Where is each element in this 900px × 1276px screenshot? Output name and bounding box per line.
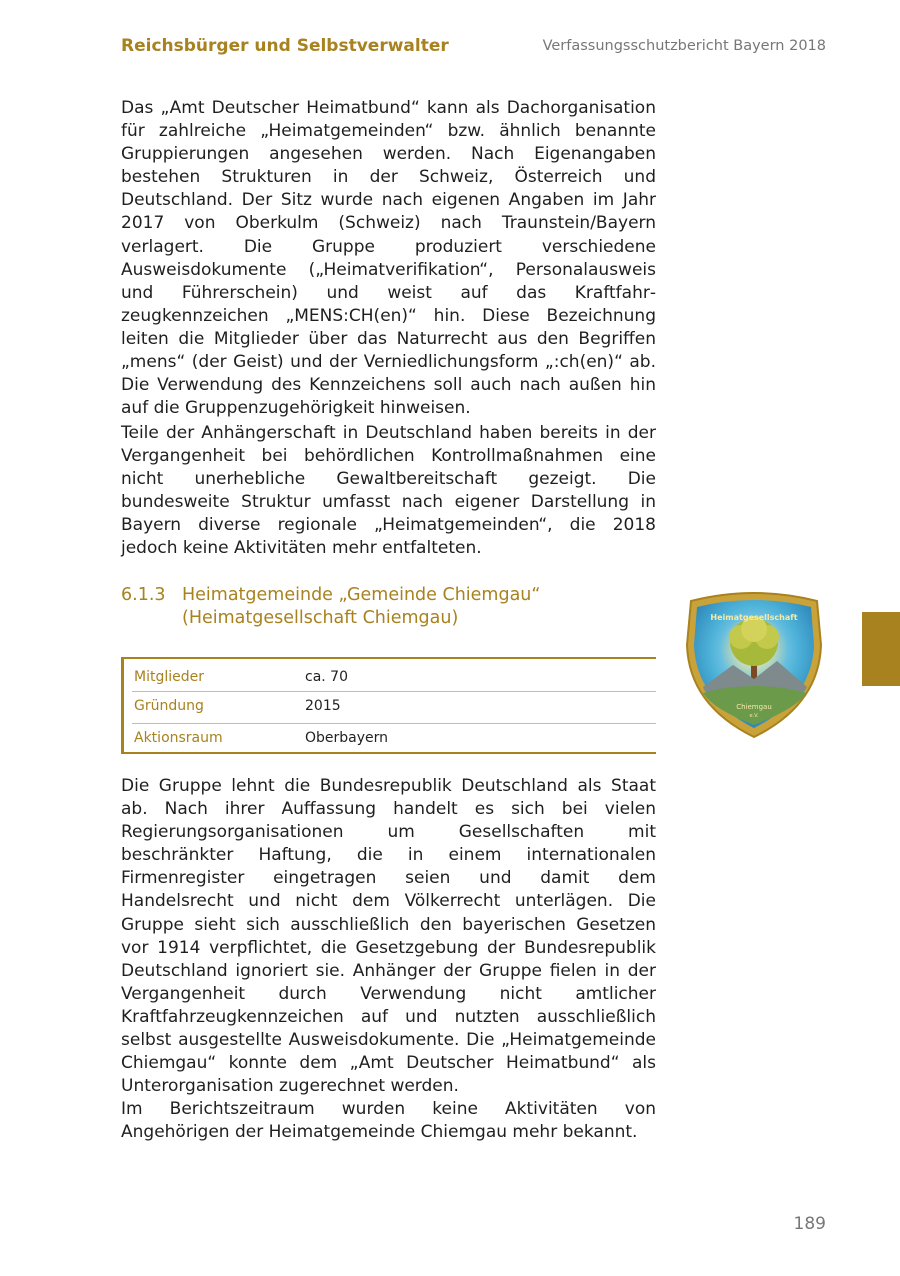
chapter-tab-marker bbox=[862, 612, 900, 686]
paragraph-berichtszeitraum: Im Berichtszeitraum wurden keine Aktivitäten von Angehörigen der Heimatgemeinde Chiemgau mehr bekannt. bbox=[121, 1099, 656, 1143]
table-divider bbox=[132, 723, 656, 724]
section-title-line2: (Heimatgesellschaft Chiemgau) bbox=[182, 608, 459, 628]
table-row bbox=[124, 726, 656, 750]
table-label-mitglieder: Mitglieder bbox=[134, 669, 204, 685]
table-row bbox=[124, 694, 656, 718]
section-title-line1: Heimatgemeinde „Gemeinde Chiemgau“ bbox=[182, 585, 541, 605]
section-heading bbox=[121, 584, 540, 630]
section-number: 6.1.3 bbox=[121, 585, 166, 605]
paragraph-anhaengerschaft: Teile der Anhängerschaft in Deutschland haben bereits in der Vergangenheit bei behördlichen Kontrollmaßnahmen eine nicht unerhebliche Gewaltbereitschaft gezeigt. Die bundesweite Struktur umfasst nach eigener Darstellung in Bayern diverse regionale „Heimatgemeinden“, die 2018 jedoch keine Aktivitäten mehr entfalteten. bbox=[121, 423, 656, 559]
running-head-section-title: Reichsbürger und Selbstverwalter bbox=[121, 36, 449, 56]
emblem-arc-text: Heimatgesellschaft bbox=[710, 613, 798, 622]
paragraph-gruppe-lehnt-ab: Die Gruppe lehnt die Bundesrepublik Deutschland als Staat ab. Nach ihrer Auffassung handelt es sich bei vielen Regierungsorganisationen um Gesellschaften mit beschränkter Haftung, die in einem internationalen Firmenregister eingetragen seien und damit dem Handelsrecht und nicht dem Völkerrecht unterlägen. Die Gruppe sieht sich ausschließlich den bayerischen Gesetzen vor 1914 verpflichtet, die Gesetzgebung der Bundesrepublik Deutschland ignoriert sie. Anhänger der Gruppe fielen in der Vergangenheit durch Verwendung nicht amtlicher Kraftfahrzeugkennzeichen auf und nutzten ausschließlich selbst ausgestellte Ausweisdokumente. Die „Heimatgemeinde Chiemgau“ konnte dem „Amt Deutscher Heimatbund“ als Unterorganisation zugerechnet werden. bbox=[121, 776, 656, 1097]
emblem-bottom-small-text: e.V. bbox=[749, 713, 759, 719]
table-label-aktionsraum: Aktionsraum bbox=[134, 730, 223, 746]
table-row bbox=[124, 665, 656, 689]
running-head-report-title: Verfassungsschutzbericht Bayern 2018 bbox=[542, 38, 826, 54]
emblem-bottom-text: Chiemgau bbox=[736, 703, 772, 711]
table-value-mitglieder: ca. 70 bbox=[305, 669, 348, 685]
table-label-gruendung: Gründung bbox=[134, 698, 204, 714]
heimatgesellschaft-chiemgau-emblem bbox=[683, 587, 825, 739]
paragraph-amt-deutscher-heimatbund: Das „Amt Deutscher Heimatbund“ kann als Dachorganisation für zahlreiche „Heimatgemeinden“ bzw. ähnlich benannte Gruppierungen angesehen werden. Nach Eigenangaben bestehen Strukturen in der Schweiz, Österreich und Deutschland. Der Sitz wurde nach eigenen Angaben im Jahr 2017 von Oberkulm (Schweiz) nach Traunstein/Bayern verlagert. Die Gruppe produziert verschiedene Ausweisdokumente („Heimatverifikation“, Personalausweis und Führerschein) und weist auf das Kraftfahrzeugkennzeichen „MENS:CH(en)“ hin. Diese Bezeichnung leiten die Mitglieder über das Naturrecht aus den Begriffen „mens“ (der Geist) und der Verniedlichungsform „:ch(en)“ ab. Die Verwendung des Kennzeichens soll auch nach außen hin auf die Gruppenzugehörigkeit hinweisen. bbox=[121, 98, 656, 419]
table-value-gruendung: 2015 bbox=[305, 698, 341, 714]
table-divider bbox=[132, 691, 656, 692]
page-number: 189 bbox=[793, 1214, 826, 1234]
table-value-aktionsraum: Oberbayern bbox=[305, 730, 389, 746]
group-info-table bbox=[121, 657, 656, 754]
